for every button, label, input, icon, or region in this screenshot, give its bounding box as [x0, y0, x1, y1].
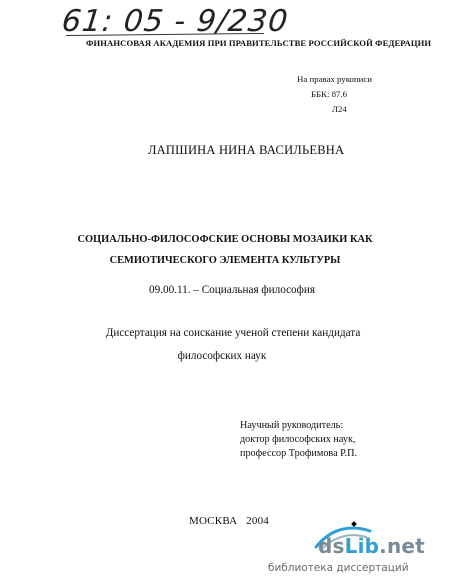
rights-note: На правах рукописи — [297, 74, 372, 84]
logo-net: .net — [379, 534, 425, 558]
supervisor-name: профессор Трофимова Р.П. — [240, 448, 357, 459]
handwritten-archive-number: 61: 05 - 9/230 — [60, 4, 291, 39]
city-year: МОСКВА 2004 — [189, 515, 269, 527]
dslib-watermark[interactable] — [248, 531, 448, 579]
dslib-logo — [318, 534, 425, 558]
supervisor-label: Научный руководитель: — [240, 420, 344, 431]
logo-lib: Lib — [344, 534, 380, 558]
supervisor-degree: доктор философских наук, — [240, 434, 356, 445]
logo-ds: ds — [318, 534, 345, 558]
specialty-code: 09.00.11. – Социальная философия — [149, 284, 316, 296]
dissertation-line-1: Диссертация на соискание ученой степени кандидата — [105, 327, 361, 339]
title-line-1: СОЦИАЛЬНО-ФИЛОСОФСКИЕ ОСНОВЫ МОЗАИКИ КАК — [77, 234, 373, 245]
institution-name: ФИНАНСОВАЯ АКАДЕМИЯ ПРИ ПРАВИТЕЛЬСТВЕ РОССИЙСКОЙ ФЕДЕРАЦИИ — [86, 38, 432, 48]
title-line-2: СЕМИОТИЧЕСКОГО ЭЛЕМЕНТА КУЛЬТУРЫ — [109, 255, 341, 266]
manuscript-meta — [297, 72, 372, 117]
watermark-subtitle: библиотека диссертаций — [268, 562, 409, 574]
bbk-code: ББК: 87.6 — [311, 89, 348, 99]
author-code: Л24 — [332, 104, 347, 114]
author-name: ЛАПШИНА НИНА ВАСИЛЬЕВНА — [148, 143, 345, 157]
dissertation-line-2: философских наук — [177, 350, 267, 362]
supervisor-block — [240, 419, 357, 461]
